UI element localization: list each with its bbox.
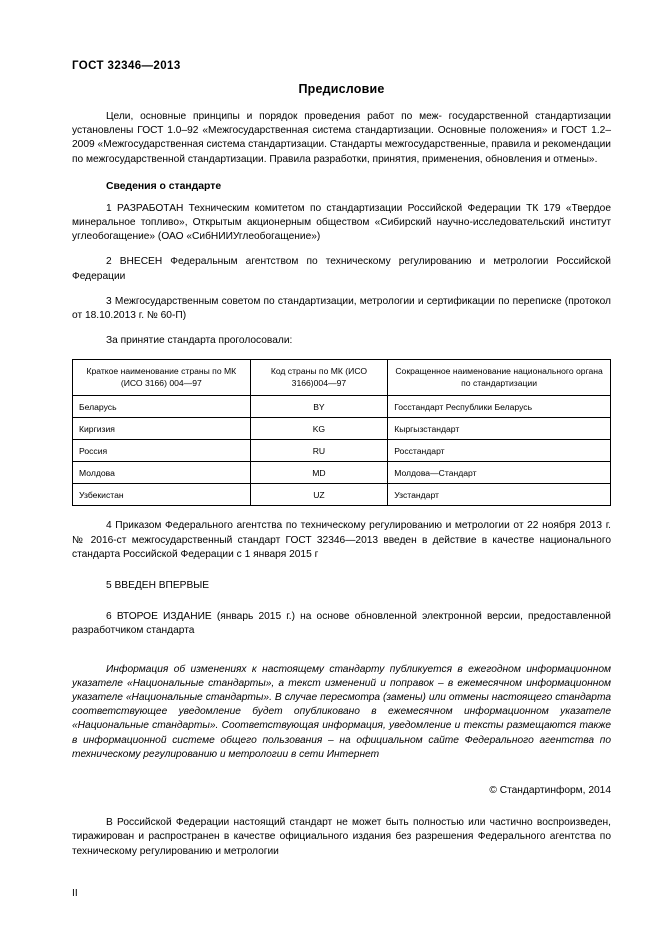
paragraph-vote-intro: За принятие стандарта проголосовали:: [106, 335, 293, 347]
paragraph-item-4: 4 Приказом Федерального агентства по техническому регулированию и метрологии от 22 ноября 2013 г. № 2016-ст межгосударственный стандарт ГОСТ 32346—2013 введен в действие в качестве национального стандарта Российской Федерации с 1 января 2015 г: [72, 520, 611, 560]
paragraph-item-6: 6 ВТОРОЕ ИЗДАНИЕ (январь 2015 г.) на основе обновленной электронной версии, предоставленной разработчиком стандарта: [72, 611, 611, 637]
paragraph-reproduction: В Российской Федерации настоящий стандарт не может быть полностью или частично воспроизведен, тиражирован и распространен в качестве официального издания без разрешения Федерального агентства по техническому регулированию и метрологии: [72, 817, 611, 857]
table-row: [73, 462, 611, 484]
spacer: [72, 650, 611, 663]
paragraph-item-1: 1 РАЗРАБОТАН Техническим комитетом по стандартизации Российской Федерации ТК 179 «Твердое минеральное топливо», Открытым акционерным обществом «Сибирский научно-исследовательский институт углеобогащение» (ОАО «СибНИИУглеобогащение»): [72, 202, 611, 243]
cell-organization: Узстандарт: [388, 484, 611, 506]
table-row: [73, 484, 611, 506]
votes-table: [72, 359, 611, 506]
paragraph-item-5: 5 ВВЕДЕН ВПЕРВЫЕ: [106, 580, 210, 592]
cell-organization: Госстандарт Республики Беларусь: [388, 396, 611, 418]
table-row: [73, 440, 611, 462]
cell-organization: Молдова—Стандарт: [388, 462, 611, 484]
cell-country: Беларусь: [73, 396, 251, 418]
cell-country: Узбекистан: [73, 484, 251, 506]
table-row: [73, 418, 611, 440]
standard-number: ГОСТ 32346—2013: [72, 60, 181, 72]
cell-country: Россия: [73, 440, 251, 462]
copyright-line: © Стандартинформ, 2014: [489, 785, 611, 797]
page-title: Предисловие: [298, 82, 385, 96]
table-header-organization: Сокращенное наименование национального органа по стандартизации: [388, 360, 611, 396]
cell-code: MD: [250, 462, 388, 484]
table-header-row: [73, 360, 611, 396]
cell-code: KG: [250, 418, 388, 440]
paragraph-item-3: 3 Межгосударственным советом по стандартизации, метрологии и сертификации по переписке (протокол от 18.10.2013 г. № 60-П): [72, 295, 611, 322]
page-number: II: [72, 888, 78, 899]
table-header-code: Код страны по МК (ИСО 3166)004—97: [250, 360, 388, 396]
table-row: [73, 396, 611, 418]
cell-country: Киргизия: [73, 418, 251, 440]
paragraph-item-2: 2 ВНЕСЕН Федеральным агентством по техническому регулированию и метрологии Российской Федерации: [72, 256, 611, 282]
section-heading-info: Сведения о стандарте: [106, 180, 222, 192]
paragraph-notice: Информация об изменениях к настоящему стандарту публикуется в ежегодном информационном указателе «Национальные стандарты», а текст изменений и поправок – в ежемесячном информационном указателе «Национальные стандарты». В случае пересмотра (замены) или отмены настоящего стандарта соответствующее уведомление будет опубликовано в ежемесячном информационном указателе «Национальные стандарты». Соответствующая информация, уведомление и тексты размещаются также в информационной системе общего пользования – на официальном сайте Федерального агентства по техническому регулированию и метрологии в сети Интернет: [72, 663, 611, 760]
cell-code: BY: [250, 396, 388, 418]
cell-code: UZ: [250, 484, 388, 506]
votes-table-body: [73, 396, 611, 506]
votes-table-head: [73, 360, 611, 396]
cell-organization: Росстандарт: [388, 440, 611, 462]
cell-code: RU: [250, 440, 388, 462]
paragraph-goals: Цели, основные принципы и порядок проведения работ по меж- государственной стандартизации установлены ГОСТ 1.0–92 «Межгосударственная система стандартизации. Основные положения» и ГОСТ 1.2–2009 «Межгосударственная система стандартизации. Стандарты межгосударственные, правила и рекомендации по межгосударственной стандартизации. Правила разработки, принятия, применения, обновления и отмены».: [72, 111, 611, 165]
cell-country: Молдова: [73, 462, 251, 484]
cell-organization: Кыргызстандарт: [388, 418, 611, 440]
document-content: [72, 82, 611, 870]
table-header-country: Краткое наименование страны по МК (ИСО 3166) 004—97: [73, 360, 251, 396]
